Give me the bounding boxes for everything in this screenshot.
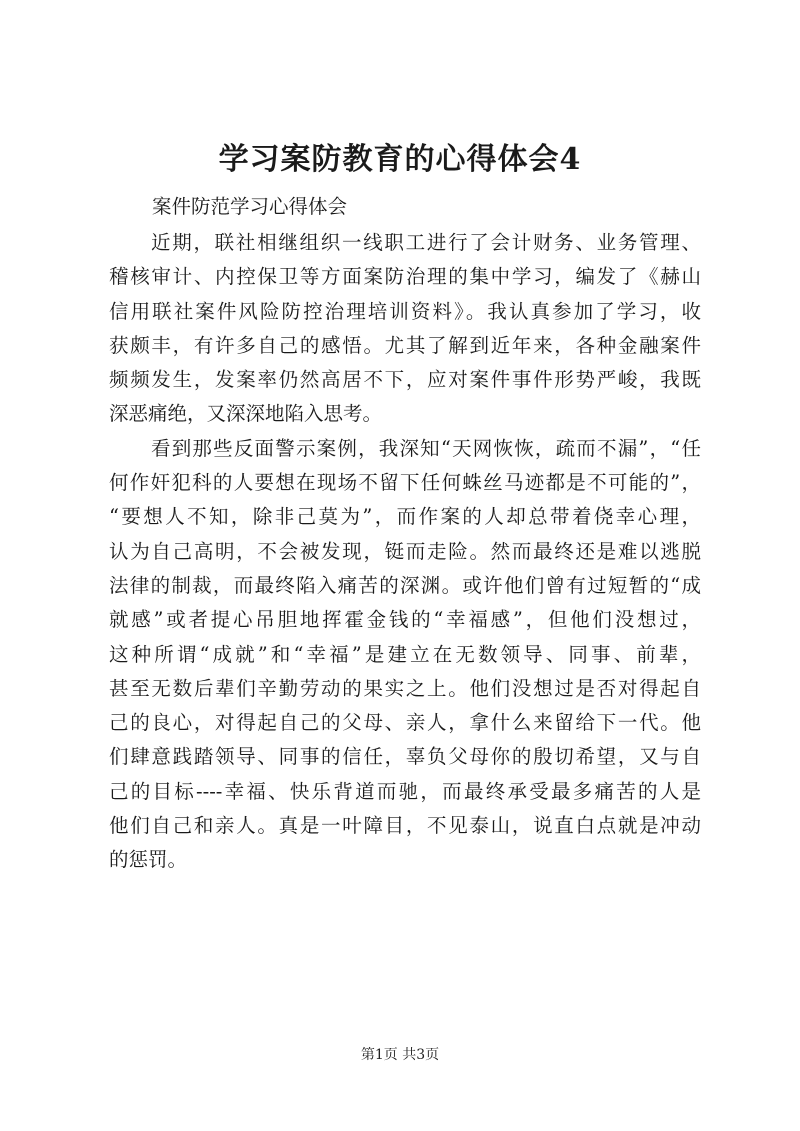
document-subtitle: 案件防范学习心得体会 xyxy=(152,195,348,218)
paragraph-2-line: “要想人不知，除非己莫为”，而作案的人却总带着侥幸心理， xyxy=(109,505,701,529)
document-title: 学习案防教育的心得体会4 xyxy=(218,142,582,177)
paragraph-2-line: 看到那些反面警示案例，我深知“天网恢恢，疏而不漏”，“任 xyxy=(151,436,701,460)
paragraph-1-line: 信用联社案件风险防控治理培训资料》。我认真参加了学习，收 xyxy=(109,299,701,323)
paragraph-2-line: 己的目标----幸福、快乐背道而驰，而最终承受最多痛苦的人是 xyxy=(109,779,701,803)
paragraph-2-line: 们肆意践踏领导、同事的信任，辜负父母你的殷切希望，又与自 xyxy=(109,745,701,769)
paragraph-2-line: 己的良心，对得起自己的父母、亲人，拿什么来留给下一代。他 xyxy=(109,711,701,735)
paragraph-2-line: 的惩罚。 xyxy=(109,848,188,872)
paragraph-2-line: 甚至无数后辈们辛勤劳动的果实之上。他们没想过是否对得起自 xyxy=(109,676,701,700)
paragraph-1-line: 稽核审计、内控保卫等方面案防治理的集中学习，编发了《赫山 xyxy=(109,265,701,289)
paragraph-2-line: 认为自己高明，不会被发现，铤而走险。然而最终还是难以逃脱 xyxy=(109,539,701,563)
paragraph-2-line: 何作奸犯科的人要想在现场不留下任何蛛丝马迹都是不可能的”， xyxy=(109,471,701,495)
paragraph-1-line: 获颇丰，有许多自己的感悟。尤其了解到近年来，各种金融案件 xyxy=(109,333,701,357)
page-number-label: 第1页 共3页 xyxy=(360,1047,440,1063)
paragraph-1-line: 频频发生，发案率仍然高居不下，应对案件事件形势严峻，我既 xyxy=(109,368,701,392)
paragraph-2-line: 法律的制裁，而最终陷入痛苦的深渊。或许他们曾有过短暂的“成 xyxy=(109,573,701,597)
document-body xyxy=(109,226,701,878)
paragraph-1-line: 近期，联社相继组织一线职工进行了会计财务、业务管理、 xyxy=(151,231,701,254)
paragraph-2-line: 这种所谓“成就”和“幸福”是建立在无数领导、同事、前辈， xyxy=(109,642,701,666)
paragraph-1-line: 深恶痛绝，又深深地陷入思考。 xyxy=(109,402,383,426)
paragraph-2-line: 就感”或者提心吊胆地挥霍金钱的“幸福感”，但他们没想过， xyxy=(109,608,701,632)
paragraph-2-line: 他们自己和亲人。真是一叶障目，不见泰山，说直白点就是冲动 xyxy=(109,814,701,838)
page-footer xyxy=(0,1045,800,1065)
